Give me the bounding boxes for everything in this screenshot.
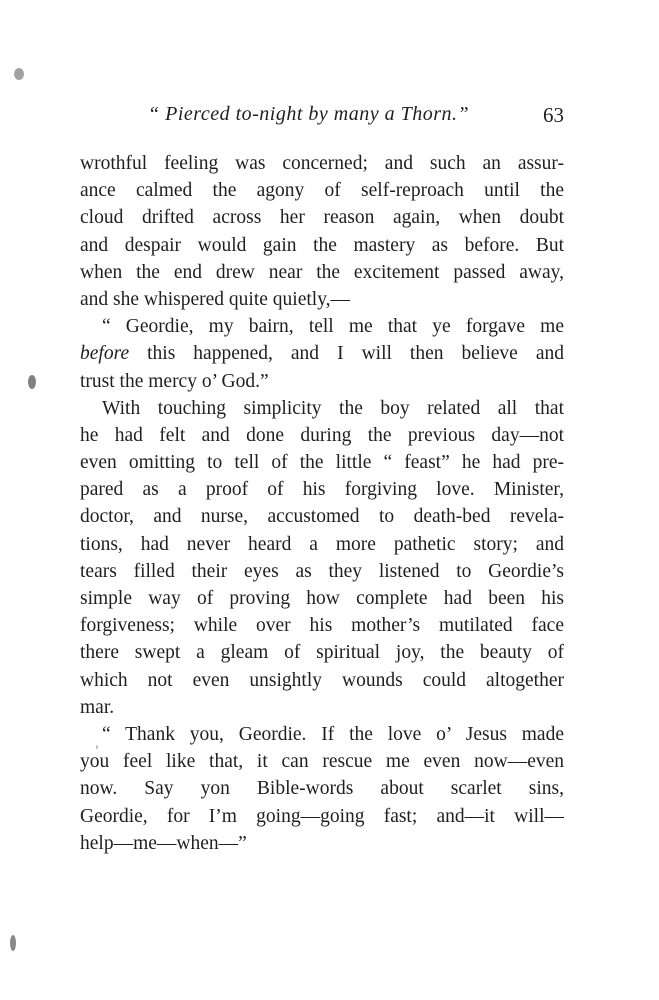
text-line: he had felt and done during the previous day—not	[80, 424, 564, 446]
text-line: which not even unsightly wounds could altogether	[80, 669, 564, 691]
body-text	[80, 150, 564, 857]
text-line: even omitting to tell of the little “ feast” he had pre-	[80, 452, 564, 474]
page-header	[80, 103, 564, 133]
text-line: tions, had never heard a more pathetic story; and	[80, 533, 564, 555]
text-line: now. Say yon Bible-words about scarlet sins,	[80, 778, 564, 800]
text-line: Geordie, for I’m going—going fast; and—it will—	[80, 805, 564, 827]
text-line: “ Thank you, Geordie. If the love o’ Jesus made	[102, 723, 564, 745]
text-line: With touching simplicity the boy related all that	[102, 397, 564, 419]
text-line	[80, 340, 564, 367]
text-line: help—me—when—”	[80, 832, 247, 854]
text-line: and despair would gain the mastery as before. But	[80, 234, 564, 256]
text-line: and she whispered quite quietly,—	[80, 288, 351, 310]
italic-word: before	[80, 343, 130, 365]
scan-speck	[96, 745, 98, 749]
text-line: cloud drifted across her reason again, when doubt	[80, 207, 564, 229]
text-line: you feel like that, it can rescue me even now—even	[80, 751, 564, 773]
text-line: trust the mercy o’ God.”	[80, 370, 269, 392]
page-number: 63	[543, 103, 564, 127]
text-line: ance calmed the agony of self-reproach until the	[80, 180, 564, 202]
scan-speck	[28, 375, 36, 389]
text-line: simple way of proving how complete had been his	[80, 588, 564, 609]
scan-speck	[10, 935, 16, 951]
text-line: wrothful feeling was concerned; and such an assur-	[80, 153, 564, 174]
text-line: there swept a gleam of spiritual joy, the beauty of	[80, 642, 564, 664]
text-line: mar.	[80, 696, 115, 718]
line-remainder: this happened, and I will then believe and	[129, 343, 564, 365]
text-line: doctor, and nurse, accustomed to death-bed revela-	[80, 506, 564, 528]
text-line: tears filled their eyes as they listened to Geordie’s	[80, 560, 564, 582]
text-line: forgiveness; while over his mother’s mutilated face	[80, 615, 564, 637]
text-line: when the end drew near the excitement passed away,	[80, 261, 564, 283]
text-line: “ Geordie, my bairn, tell me that ye forgave me	[102, 316, 564, 338]
scan-speck	[14, 68, 24, 80]
text-line: pared as a proof of his forgiving love. Minister,	[80, 479, 564, 501]
running-title: “ Pierced to-night by many a Thorn.”	[148, 103, 470, 125]
